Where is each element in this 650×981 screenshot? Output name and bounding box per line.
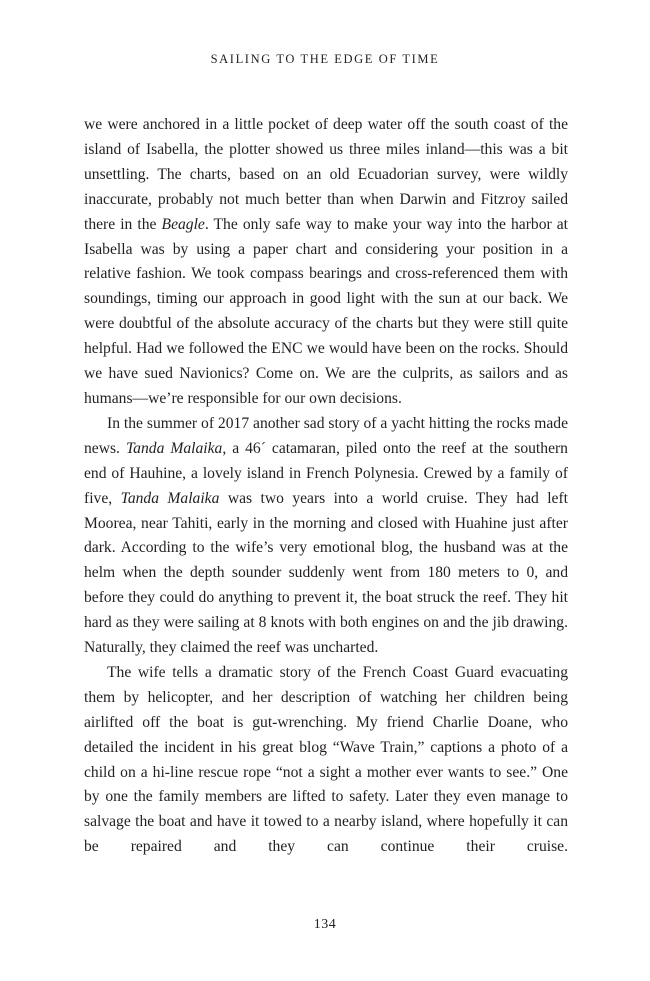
paragraph bbox=[84, 661, 568, 860]
text-run: was two years into a world cruise. They had left Moorea, near Tahiti, early in the morning and closed with Huahine just after dark. According to the wife’s very emotional blog, the husband was at the helm when the depth sounder suddenly went from 180 meters to 0, and before they could do anything to prevent it, the boat struck the reef. They hit hard as they were sailing at 8 knots with both engines on and the jib drawing. Naturally, they claimed the reef was uncharted. bbox=[84, 489, 568, 657]
paragraph bbox=[84, 412, 568, 661]
italic-text: Tanda Malaika bbox=[125, 439, 223, 457]
body-text bbox=[84, 113, 568, 860]
text-run: The wife tells a dramatic story of the French Coast Guard evacuating them by helicopter, and her description of watching her children being airlifted off the boat is gut-wrenching. My friend Charlie Doane, who detailed the incident in his great blog “Wave Train,” captions a photo of a child on a hi-line rescue rope “not a sight a mother ever wants to see.” One by one the family members are lifted to safety. Later they even manage to salvage the boat and have it towed to a nearby island, where hopefully it can be repaired and they can continue their cruise. bbox=[84, 663, 568, 856]
italic-text: Tanda Malaika bbox=[120, 489, 220, 507]
text-run: we were anchored in a little pocket of deep water off the south coast of the island of Isabella, the plotter showed us three miles inland—this was a bit unsettling. The charts, based on an old Ecuadorian survey, were wildly inaccurate, probably not much better than when Darwin and Fitzroy sailed there in the bbox=[84, 116, 568, 233]
text-run: . The only safe way to make your way into the harbor at Isabella was by using a paper chart and considering your position in a relative fashion. We took compass bearings and cross-referenced them with soundings, timing our approach in good light with the sun at our back. We were doubtful of the absolute accuracy of the charts but they were still quite helpful. Had we followed the ENC we would have been on the rocks. Should we have sued Navionics? Come on. We are the culprits, as sailors and as humans—we’re responsible for our own decisions. bbox=[84, 215, 569, 407]
text-run: , a 46´ catamaran, piled onto the reef at the southern end of Hauhine, a lovely island in French Polynesia. Crewed by a family of five, bbox=[84, 439, 568, 507]
text-run: In the summer of 2017 another sad story of a yacht hitting the rocks made news. bbox=[84, 414, 568, 457]
italic-text: Beagle bbox=[161, 215, 205, 233]
page-number: 134 bbox=[313, 917, 337, 932]
running-head: SAILING TO THE EDGE OF TIME bbox=[210, 52, 440, 66]
paragraph bbox=[84, 113, 568, 412]
